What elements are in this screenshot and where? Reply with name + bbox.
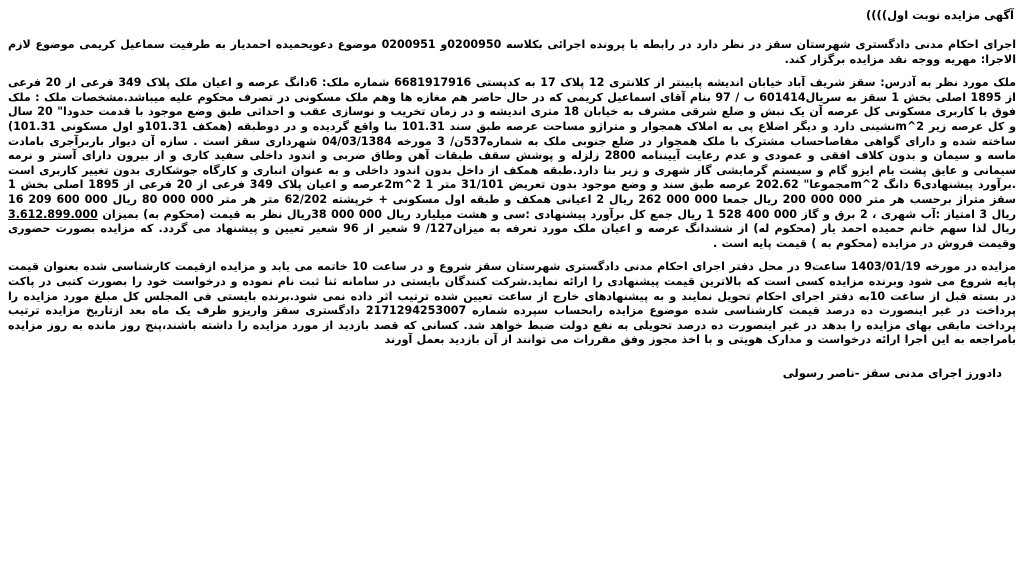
judgment-amount: 3.612.899.000 [8, 207, 98, 221]
notice-intro-paragraph: اجرای احکام مدنی دادگستری شهرستان سقز در نظر دارد در رابطه با پرونده اجرائی بکلاسه 0200950و 0200951 موضوع دعویحمیده احمدیار به طرفیت سماعیل کریمی موضوع لازم الاجرا: مهریه ووجه نقد مزایده برگزار کند. [8, 38, 1016, 66]
property-description-text: ملک مورد نظر به آدرس: سقز شریف آباد خیابان اندیشه پایینتر از کلانتری 12 پلاک 17 به کدپستی 6681917916 شماره ملک: 6دانگ عرصه و اعیان ملک پلاک 349 فرعی از 20 فرعی از 1895 اصلی بخش 1 سقز به سریال601414 ب / 97 بنام آقای اسماعیل کریمی که در حال حاضر هم مغازه ها وهم ملک مسکونی در تصرف محکوم علیه میباشد.مشخصات ملک : ملک فوق با کاربری مسکونی کل عرصه آن یک نبش و ضلع شرقی مشرف به خیابان 18 متری اندیشه و در زمان تخریب و نوسازی عقب و احداثی طبق وضع موجود با قدمت حدودا" 20 سال و کل عرصه زیر m^2نشینی دارد و دیگر اضلاع پی به املاک همجوار و متراژو مساحت عرصه طبق سند 101.31 بنا واقع گردیده و در دوطبقه (همکف 101.31و اول مسکونی 101.31) ساخته شده و دارای گواهی مفاصاحساب مشترک با ملک همجوار در ضلع جنوبی ملک به شماره537ن/ 3 مورخه 04/03/1384 شهرداری سقز است . سازه آن دیوار باربرآجری بامادت ماسه و سیمان و بدون کلاف افقی و عمودی و عدم رعایت آییننامه 2800 زلزله و پوشش سقف طبقات آهن وطاق ضربی و اندود داخلی سفید کاری و از بیرون دارای آستر و نرمه سیمانی و عایق پشت بام ایزو گام و سیستم گرمایشی گاز شهری و زیر بنا دارد.طبقه همکف از داخل بدون اندود داخلی و به عنوان انباری و کارگاه جوشکاری بدون تغییر کاربری است .برآورد پیشنهادی6 دانگ m^2مجموعا" 202.62 عرصه طبق سند و وضع موجود بدون تعریض 31/101 متر 1 2m^2عرصه و اعیان پلاک 349 فرعی از 20 فرعی از 1895 اصلی بخش 1 سقز متراژ برحسب هر متر 000 000 200 ریال جمعا 000 000 262 ریال 2 اعیانی همکف و طبقه اول مسکونی + خرپشته 62/202 متر هر متر 000 000 80 ریال 000 600 209 16 ریال 3 امتیاز :آب شهری ، 2 برق و گاز 000 400 528 1 ریال جمع کل برآورد پیشنهادی :سی و هشت میلیارد ریال 000 000 38ریال نظر به قیمت (محکوم به) بمیزان [8, 76, 1017, 221]
auction-terms-paragraph: مزایده در مورخه 1403/01/19 ساعت9 در محل دفتر اجرای احکام مدنی دادگستری شهرستان سقز شروع و در ساعت 10 خاتمه می یابد و مزایده ازقیمت کارشناسی شده بعنوان قیمت پایه شروع می شود وبرنده مزایده کسی است که بالاترین قیمت پیشنهادی را ارائه نماید.شرکت کنندگان بایستی در سامانه ثنا ثبت نام نموده و درخواست خود را بصورت کتبی در پاکت در بسته قبل از ساعت 10به دفتر اجرای احکام تحویل نمایند و به پیشنهادهای خارج از ساعت تعیین شده ترتیب اثر داده نمی شود.برنده بایستی فی المجلس کل مبلغ مورد مزایده را پرداخت در غیر اینصورت ده درصد قیمت کارشناسی شده موضوع مزایده رابحساب سپرده شماره 2171294253007 دادگستری سقز واریزو ظرف یک ماه بعد ازتاریخ مزایده ترتیب پرداخت مابقی بهای مزایده را بدهد در غیر اینصورت ده درصد تحویلی به نفع دولت ضبط خواهد شد. کسانی که قصد بازدید از مورد مزایده را داشته باشند،پنج روز مانده به روز مزایده بامراجعه به این اجرا ارائه درخواست و مدارک هویتی و با اخذ مجوز وفق مقررات می توانند از آن بازدید بعمل آورند [8, 260, 1016, 347]
share-description-text: ریال لذا سهم خانم حمیده احمد یار (محکوم له) از ششدانگ عرصه و اعیان ملک مورد تعرفه به میزان127/ 9 شعیر از 96 شعیر تعیین و پیشنهاد می گردد. [153, 222, 1016, 236]
property-description-paragraph [8, 76, 1016, 251]
base-price-note: که مزایده بصورت حضوری وقیمت فروش در مزایده (محکوم به ) قیمت پایه است . [8, 222, 1016, 250]
notice-title: آگهی مزایده نوبت اول)))) [866, 8, 1014, 22]
signature: دادورز اجرای مدنی سقز -ناصر رسولی [782, 365, 1002, 380]
